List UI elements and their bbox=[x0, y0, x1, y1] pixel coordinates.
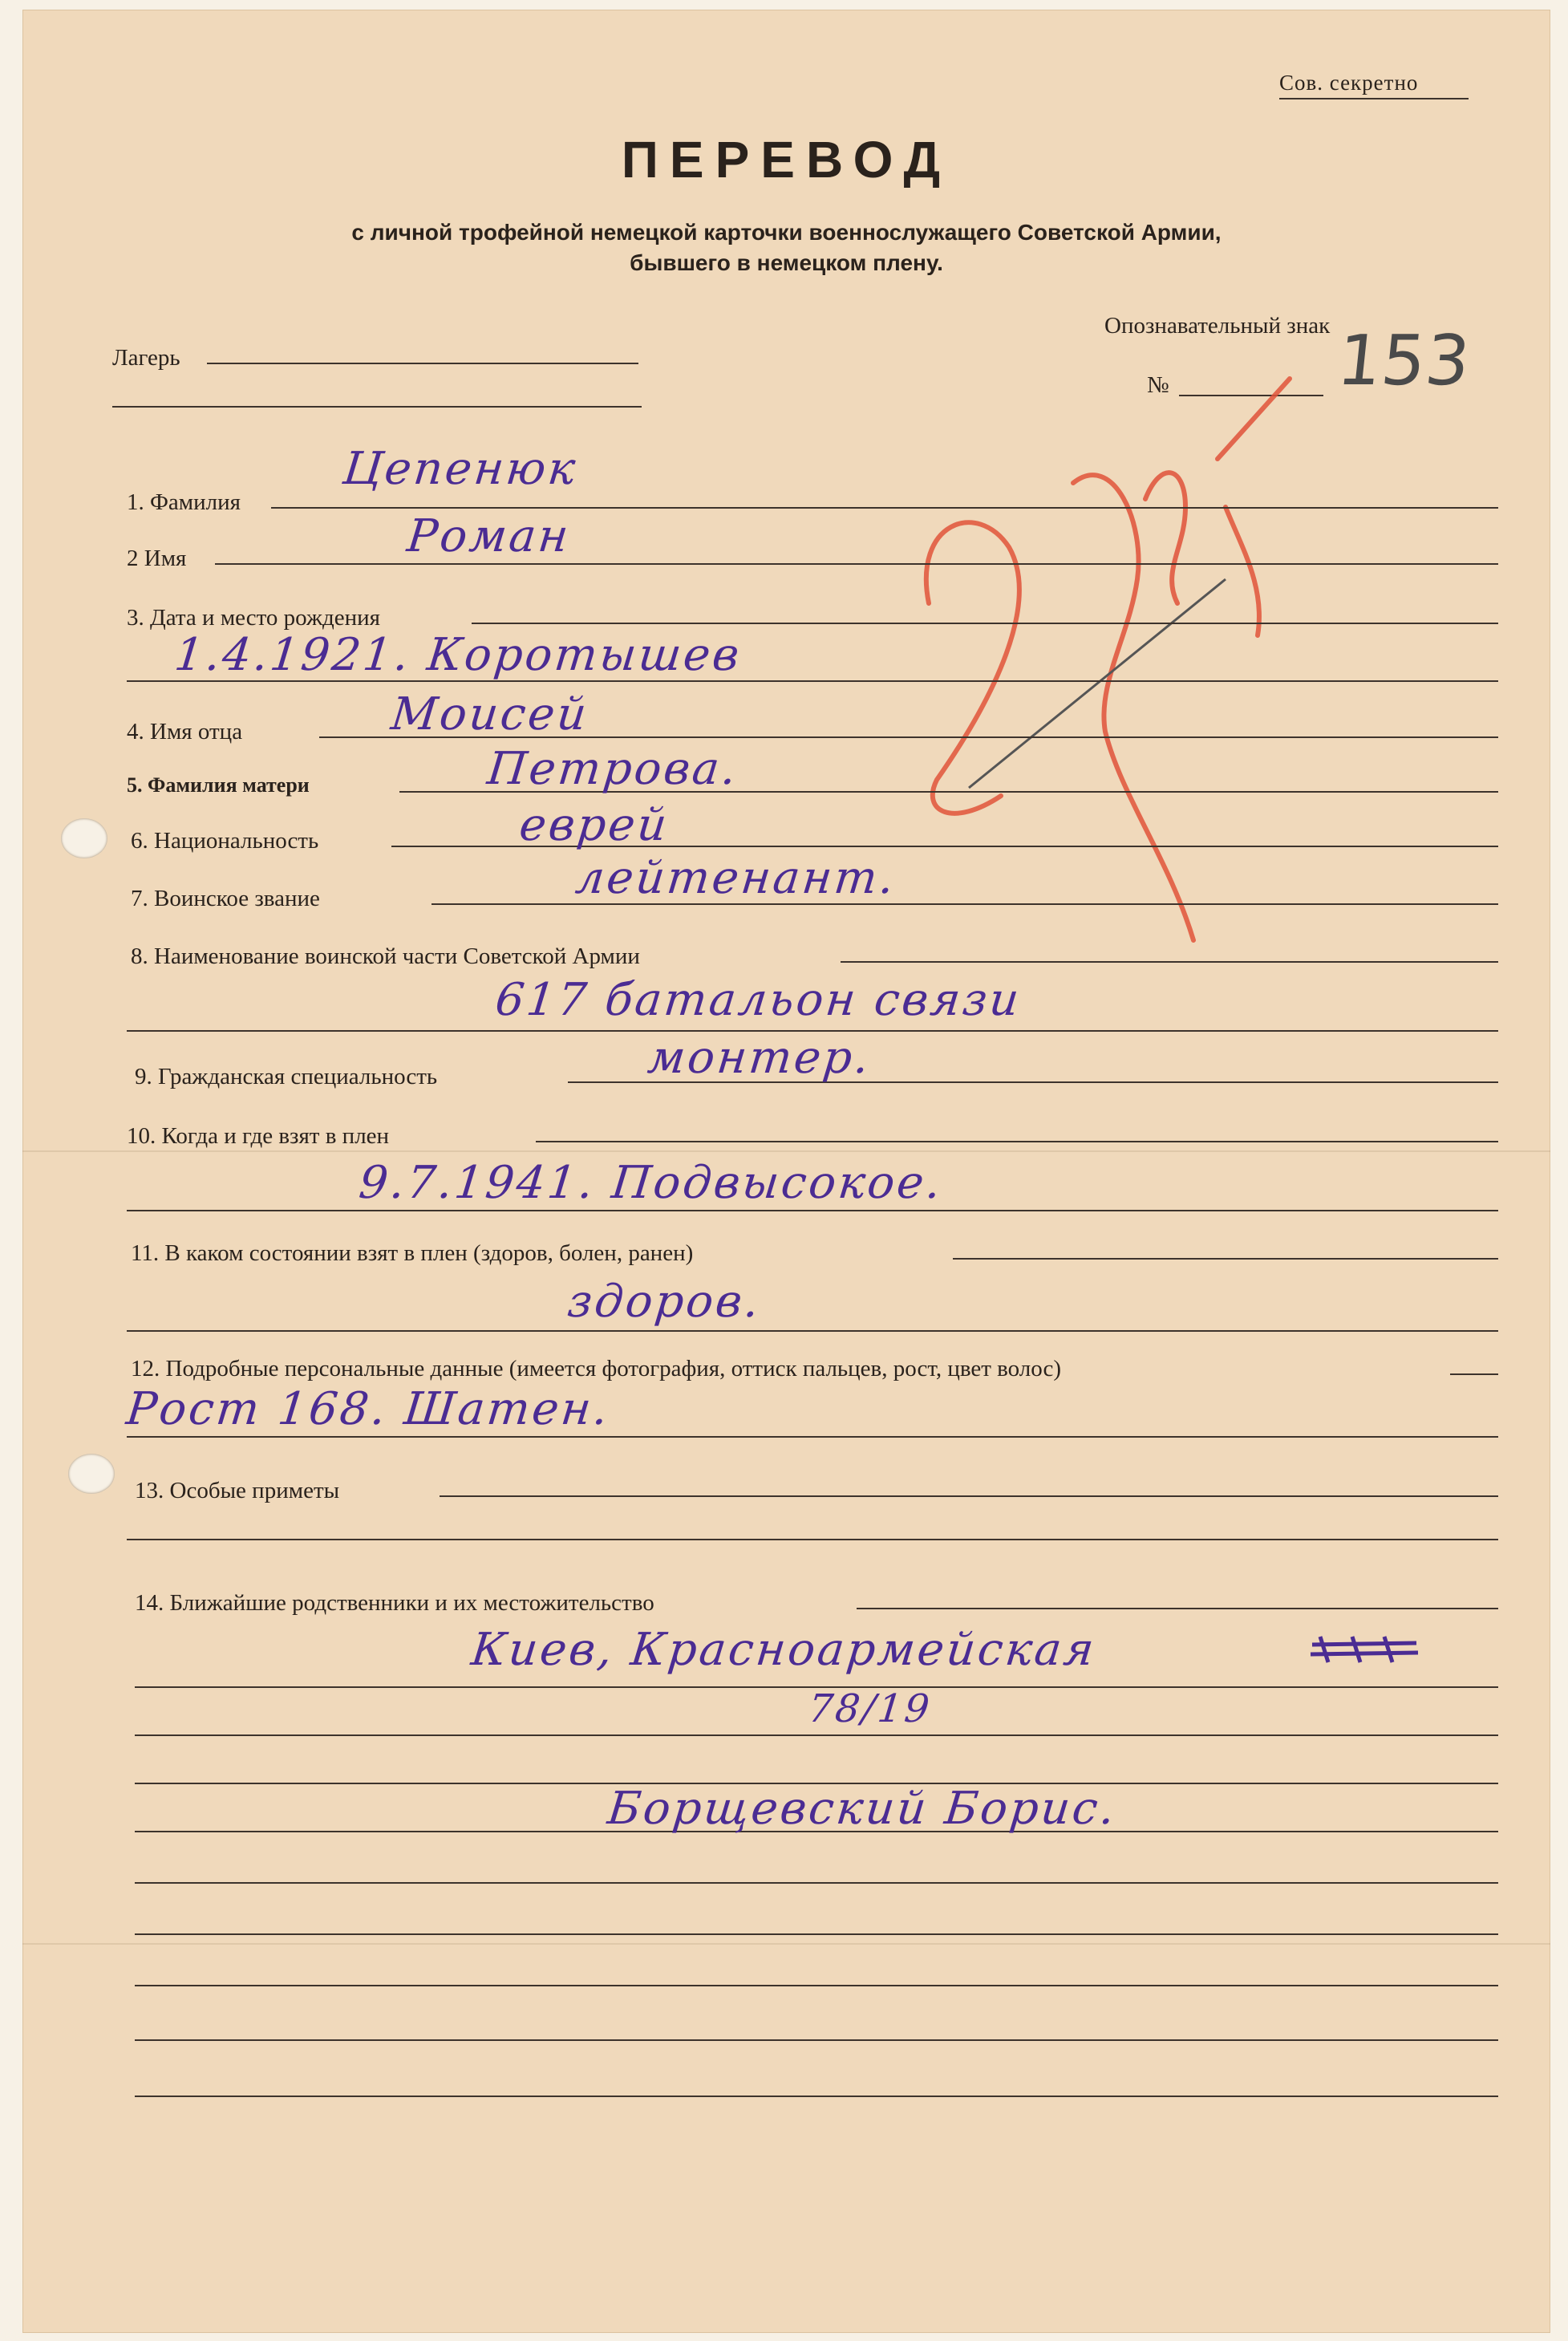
field-5-value: Петрова. bbox=[484, 743, 741, 795]
classification-stamp: Сов. секретно bbox=[1279, 71, 1419, 95]
field-11-label: 11. В каком состоянии взят в плен (здоров, болен, ранен) bbox=[131, 1240, 694, 1266]
field-10-line bbox=[536, 1141, 1498, 1142]
camp-label: Лагерь bbox=[112, 345, 180, 371]
field-4-value: Моисей bbox=[388, 688, 592, 740]
field-10-value: 9.7.1941. Подвысокое. bbox=[356, 1157, 946, 1209]
field-3-line bbox=[472, 623, 1498, 624]
field-1-value: Цепенюк bbox=[340, 443, 581, 495]
field-2-value: Роман bbox=[404, 510, 573, 562]
field-1-label: 1. Фамилия bbox=[127, 489, 241, 515]
field-1-line bbox=[271, 507, 1498, 509]
field-14-label: 14. Ближайшие родственники и их местожительство bbox=[135, 1590, 654, 1616]
camp-line bbox=[207, 363, 638, 364]
field-8-label: 8. Наименование воинской части Советской Армии bbox=[131, 943, 640, 969]
red-pencil-marking bbox=[905, 363, 1386, 972]
field-8-value: 617 батальон связи bbox=[492, 974, 1024, 1026]
crossed-out-text bbox=[1304, 1629, 1424, 1669]
field-13-line-2 bbox=[127, 1539, 1498, 1540]
document-subtitle-line2: бывшего в немецком плену. bbox=[630, 250, 943, 275]
field-14-line-3 bbox=[135, 1734, 1498, 1736]
field-12-line bbox=[1450, 1373, 1498, 1375]
field-14-line-7 bbox=[135, 1933, 1498, 1935]
field-14-line-9 bbox=[135, 2039, 1498, 2041]
field-12-label: 12. Подробные персональные данные (имеется фотография, оттиск пальцев, рост, цвет волос) bbox=[131, 1356, 1061, 1381]
camp-line-2 bbox=[112, 406, 642, 408]
id-tag-number-label: № bbox=[1147, 372, 1169, 398]
field-11-line-2 bbox=[127, 1330, 1498, 1332]
field-14-value-line3: Борщевский Борис. bbox=[605, 1783, 1120, 1835]
field-14-value-line1: Киев, Красноармейская bbox=[468, 1624, 1099, 1676]
field-5-label: 5. Фамилия матери bbox=[127, 773, 310, 797]
field-13-line bbox=[440, 1495, 1498, 1497]
punch-hole-bottom bbox=[68, 1454, 115, 1494]
document-page bbox=[22, 10, 1550, 2333]
punch-hole-top bbox=[61, 818, 107, 858]
field-11-line bbox=[953, 1258, 1498, 1260]
field-7-value: лейтенант. bbox=[573, 852, 899, 904]
id-tag-label: Опознавательный знак bbox=[1104, 313, 1331, 339]
classification-underline bbox=[1279, 98, 1469, 99]
field-11-value: здоров. bbox=[565, 1276, 764, 1328]
document-subtitle-line1: с личной трофейной немецкой карточки военнослужащего Советской Армии, bbox=[351, 220, 1222, 245]
field-9-label: 9. Гражданская специальность bbox=[135, 1064, 438, 1089]
field-14-line-6 bbox=[135, 1882, 1498, 1884]
field-6-value: еврей bbox=[517, 799, 672, 851]
field-3-value: 1.4.1921. Коротышев bbox=[172, 629, 744, 681]
field-14-line bbox=[857, 1608, 1498, 1609]
document-title: ПЕРЕВОД bbox=[621, 131, 952, 189]
field-2-line bbox=[215, 563, 1498, 565]
field-7-label: 7. Воинское звание bbox=[131, 886, 320, 911]
id-tag-number: 153 bbox=[1333, 321, 1474, 401]
field-12-value: Рост 168. Шатен. bbox=[124, 1383, 613, 1435]
field-14-line-8 bbox=[135, 1985, 1498, 1986]
field-3-label: 3. Дата и место рождения bbox=[127, 605, 380, 631]
field-10-line-2 bbox=[127, 1210, 1498, 1211]
field-2-label: 2 Имя bbox=[127, 546, 187, 571]
field-13-label: 13. Особые приметы bbox=[135, 1478, 340, 1503]
field-14-line-10 bbox=[135, 2096, 1498, 2097]
field-6-label: 6. Национальность bbox=[131, 828, 319, 854]
field-14-value-line2: 78/19 bbox=[806, 1686, 934, 1731]
field-4-label: 4. Имя отца bbox=[127, 719, 243, 744]
field-9-value: монтер. bbox=[645, 1032, 874, 1084]
field-10-label: 10. Когда и где взят в плен bbox=[127, 1123, 390, 1149]
field-12-line-2 bbox=[127, 1436, 1498, 1438]
field-8-line bbox=[841, 961, 1498, 963]
